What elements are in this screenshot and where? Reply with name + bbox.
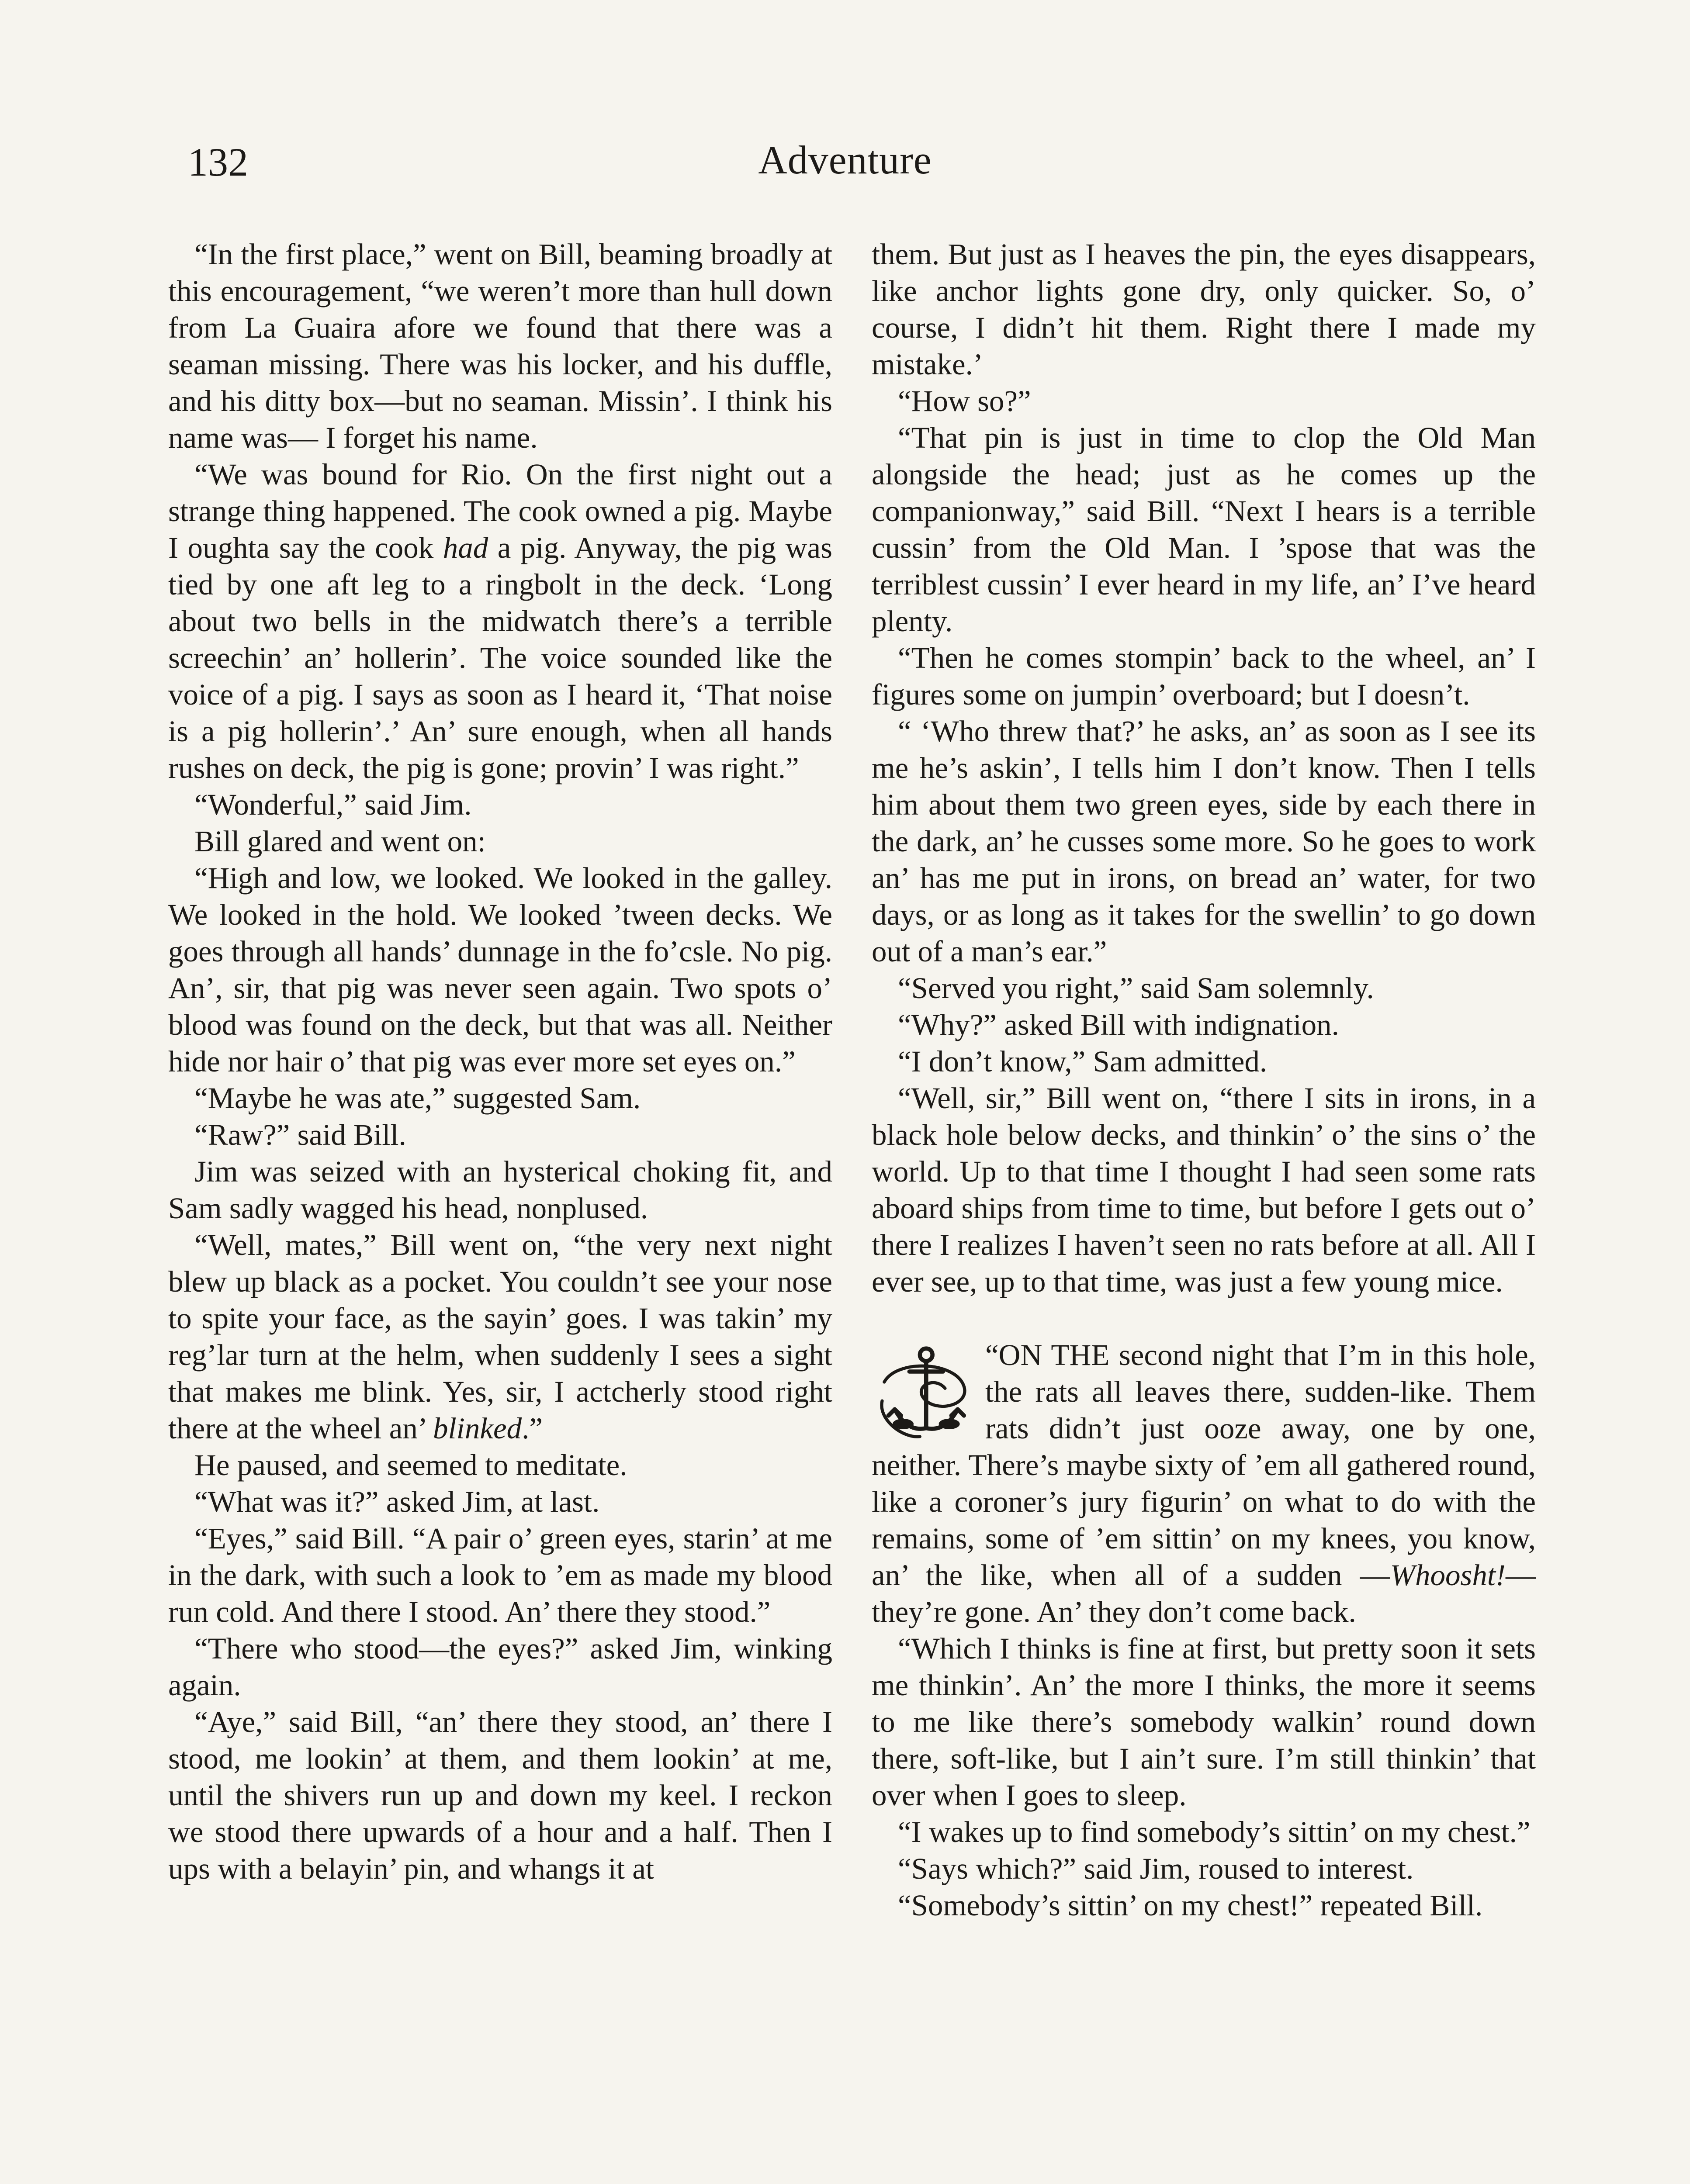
paragraph: “Which I thinks is fine at first, but pretty soon it sets me thinkin’. An’ the more I thinks, the more it seems to me like there’s somebody walkin’ round down there, soft-like, but I ain’t sure. I’m still thinkin’ that over when I goes to sleep. [872, 1632, 1536, 1812]
page-number: 132 [188, 140, 248, 184]
left-column [168, 236, 832, 1887]
paragraph: Jim was seized with an hysterical choking fit, and Sam sadly wagged his head, nonplused. [168, 1155, 832, 1225]
paragraph: them. But just as I heaves the pin, the eyes disappears, like anchor lights gone dry, only quicker. So, o’ course, I didn’t hit them. Right there I made my mistake.’ [872, 238, 1536, 381]
section-opening [872, 1337, 1536, 1924]
paragraph: “We was bound for Rio. On the first night out a strange thing happened. The cook owned a pig. Maybe I oughta say the cook had a pig. Anyway, the pig was tied by one aft leg to a ringbolt in the deck. ‘Long about two bells in the midwatch there’s a terrible screechin’ an’ hollerin’. The voice sounded like the voice of a pig. I says as soon as I heard it, ‘That noise is a pig hollerin’.’ An’ sure enough, when all hands rushes on deck, the pig is gone; provin’ I was right.” [168, 458, 832, 784]
paragraph: “Served you right,” said Sam solemnly. [898, 971, 1374, 1005]
paragraph: “High and low, we looked. We looked in the galley. We looked in the hold. We looked ’tween decks. We goes through all hands’ dunnage in the fo’csle. No pig. An’, sir, that pig was never seen again. Two spots o’ blood was found on the deck, but that was all. Neither hide nor hair o’ that pig was ever more set eyes on.” [168, 861, 832, 1078]
paragraph: “Eyes,” said Bill. “A pair o’ green eyes, starin’ at me in the dark, with such a look to ’em as made my blood run cold. And there I stood. An’ there they stood.” [168, 1522, 832, 1628]
paragraph: “I wakes up to find somebody’s sittin’ on my chest.” [898, 1815, 1531, 1849]
anchor-rope-ornament-icon [872, 1340, 977, 1445]
paragraph: “Well, mates,” Bill went on, “the very next night blew up black as a pocket. You couldn’t see your nose to spite your face, as the sayin’ goes. I was takin’ my reg’lar turn at the helm, when suddenly I sees a sight that makes me blink. Yes, sir, I actcherly stood right there at the wheel an’ blinked.” [168, 1228, 832, 1445]
right-column [872, 236, 1536, 1924]
paragraph: “Well, sir,” Bill went on, “there I sits in irons, in a black hole below decks, and thinkin’ o’ the sins o’ the world. Up to that time I thought I had seen some rats aboard ships from time to time, but before I gets out o’ there I realizes I haven’t seen no rats before at all. All I ever see, up to that time, was just a few young mice. [872, 1082, 1536, 1298]
paragraph: “How so?” [898, 384, 1031, 418]
paragraph: Bill glared and went on: [194, 825, 486, 858]
paragraph: “ ‘Who threw that?’ he asks, an’ as soon as I see its me he’s askin’, I tells him I don’t know. Then I tells him about them two green eyes, side by each there in the dark, an’ he cusses some more. So he goes to work an’ has me put in irons, on bread an’ water, for two days, or as long as it takes for the swellin’ to go down out of a man’s ear.” [872, 715, 1536, 968]
running-head-title: Adventure [758, 138, 932, 182]
paragraph: “Why?” asked Bill with indignation. [898, 1008, 1339, 1041]
paragraph: He paused, and seemed to meditate. [194, 1448, 627, 1482]
paragraph: “Somebody’s sittin’ on my chest!” repeated Bill. [898, 1889, 1483, 1922]
paragraph: “Maybe he was ate,” suggested Sam. [194, 1082, 641, 1115]
paragraph: “There who stood—the eyes?” asked Jim, winking again. [168, 1632, 832, 1702]
paragraph: “Says which?” said Jim, roused to interest. [898, 1852, 1414, 1885]
paragraph: “Aye,” said Bill, “an’ there they stood, an’ there I stood, me lookin’ at them, and them lookin’ at me, until the shivers run up and down my keel. I reckon we stood there upwards of a hour and a half. Then I ups with a belayin’ pin, and whangs it at [168, 1705, 832, 1885]
paragraph: “Wonderful,” said Jim. [194, 788, 472, 821]
paragraph: “What was it?” asked Jim, at last. [194, 1485, 600, 1518]
section-break [872, 1300, 1536, 1337]
right-column-top [872, 236, 1536, 1300]
paragraph: “ON THE second night that I’m in this hole, the rats all leaves there, sudden-like. Them rats didn’t just ooze away, one by one, neither. There’s maybe sixty of ’em all gathered round, like a coroner’s jury figurin’ on what to do with the remains, some of ’em sittin’ on my knees, you know, an’ the like, when all of a sudden —Whoosht!—they’re gone. An’ they don’t come back. [872, 1338, 1536, 1628]
paragraph: “I don’t know,” Sam admitted. [898, 1045, 1268, 1078]
paragraph: “Then he comes stompin’ back to the wheel, an’ I figures some on jumpin’ overboard; but I doesn’t. [872, 641, 1536, 711]
paragraph: “In the first place,” went on Bill, beaming broadly at this encouragement, “we weren’t more than hull down from La Guaira afore we found that there was a seaman missing. There was his locker, and his duffle, and his ditty box—but no seaman. Missin’. I think his name was— I forget his name. [168, 238, 832, 454]
paragraph: “Raw?” said Bill. [194, 1118, 406, 1151]
paragraph: “That pin is just in time to clop the Old Man alongside the head; just as he comes up the companionway,” said Bill. “Next I hears is a terrible cussin’ from the Old Man. I ’spose that was the terriblest cussin’ I ever heard in my life, an’ I’ve heard plenty. [872, 421, 1536, 638]
